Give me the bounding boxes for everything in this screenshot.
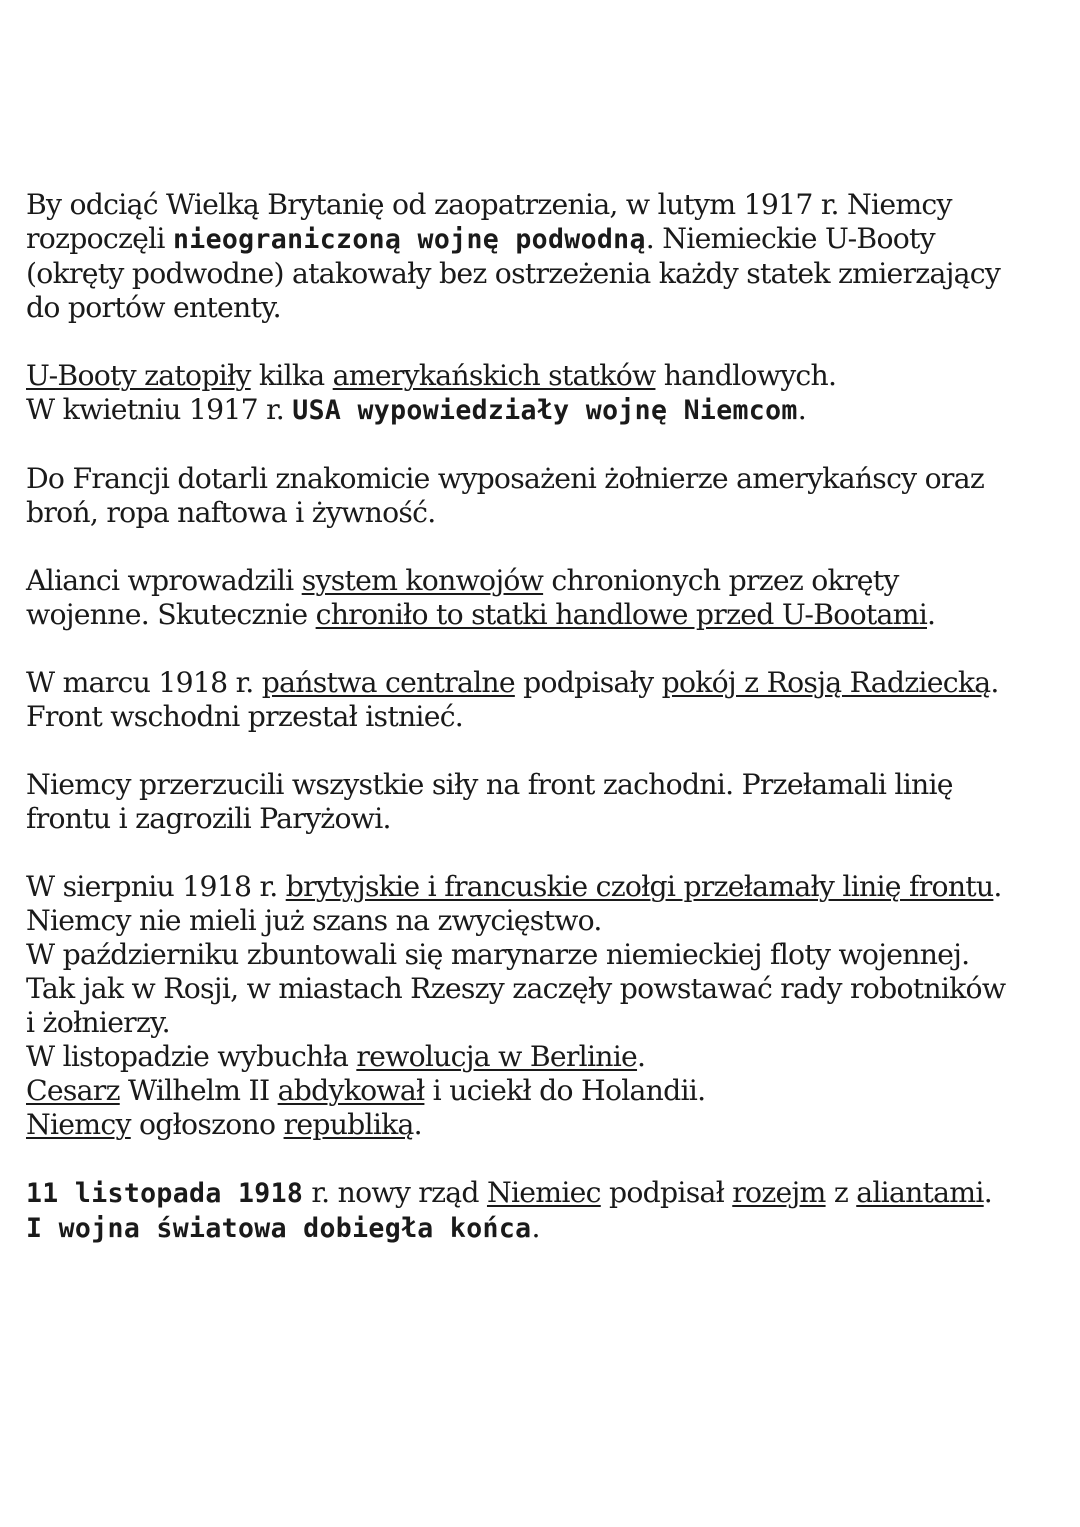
text-segment: . Niemieckie U-Booty [645,222,935,255]
paragraph [26,768,1066,836]
text-segment: W sierpniu 1918 r. [26,870,286,903]
text-segment: Tak jak w Rosji, w miastach Rzeszy zaczęły powstawać rady robotników [26,972,1006,1005]
text-line [26,938,1066,972]
text-line [26,870,1066,904]
bold-text: USA wypowiedziały wojnę Niemcom [292,395,798,426]
text-segment: Niemcy nie mieli już szans na zwycięstwo. [26,904,602,937]
underlined-text: amerykańskich statków [332,359,656,392]
text-line [26,188,1066,222]
underlined-text: brytyjskie i francuskie czołgi przełamały linię frontu [285,870,994,903]
text-segment: W listopadzie wybuchła [26,1040,357,1073]
underlined-text: państwa centralne [261,666,515,699]
text-segment: broń, ropa naftowa i żywność. [26,496,436,529]
underlined-text: Cesarz [26,1074,120,1107]
text-line [26,1176,1066,1211]
text-segment: Alianci wprowadzili [26,564,302,597]
text-line [26,222,1066,257]
text-line [26,1211,1066,1246]
bold-text: I wojna światowa dobiegła końca [26,1213,532,1244]
text-line [26,666,1066,700]
paragraph [26,870,1066,1142]
text-segment: By odciąć Wielką Brytanię od zaopatrzenia, w lutym 1917 r. Niemcy [26,188,952,221]
text-segment: . [993,870,1002,903]
text-segment: r. nowy rząd [303,1176,487,1209]
text-line [26,291,1066,325]
text-segment: i uciekł do Holandii. [424,1074,706,1107]
text-segment: kilka [250,359,333,392]
bold-text: nieograniczoną wojnę podwodną [172,224,646,255]
text-segment: . [797,393,806,426]
text-segment: ogłoszono [130,1108,284,1141]
text-line [26,1040,1066,1074]
paragraph [26,564,1066,632]
text-line [26,462,1066,496]
text-segment: rozpoczęli [26,222,173,255]
paragraph [26,188,1066,325]
text-segment: frontu i zagrozili Paryżowi. [26,802,391,835]
text-line [26,768,1066,802]
text-segment: wojenne. Skutecznie [26,598,316,631]
text-line [26,496,1066,530]
text-segment: W kwietniu 1917 r. [26,393,293,426]
text-line [26,972,1066,1006]
bold-text: 11 listopada 1918 [26,1178,304,1209]
underlined-text: chroniło to statki handlowe przed U-Bootami [315,598,927,631]
text-segment: . [413,1108,422,1141]
text-line [26,904,1066,938]
text-line [26,257,1066,291]
text-segment: W marcu 1918 r. [26,666,262,699]
underlined-text: rewolucja w Berlinie [356,1040,638,1073]
text-segment: chronionych przez okręty [543,564,899,597]
text-line [26,359,1066,393]
text-segment: Niemcy przerzucili wszystkie siły na front zachodni. Przełamali linię [26,768,953,801]
paragraph [26,462,1066,530]
text-line [26,700,1066,734]
text-segment: Do Francji dotarli znakomicie wyposażeni żołnierze amerykańscy oraz [26,462,984,495]
text-segment: Wilhelm II [119,1074,278,1107]
underlined-text: abdykował [277,1074,425,1107]
text-segment: podpisały [514,666,662,699]
text-segment: W październiku zbuntowali się marynarze niemieckiej floty wojennej. [26,938,970,971]
text-segment: z [825,1176,857,1209]
paragraph [26,666,1066,734]
text-segment: . [637,1040,646,1073]
paragraph [26,1176,1066,1246]
text-segment: handlowych. [655,359,837,392]
underlined-text: U-Booty zatopiły [26,359,251,392]
underlined-text: pokój z Rosją Radziecką [661,666,991,699]
text-line [26,1074,1066,1108]
text-segment: i żołnierzy. [26,1006,170,1039]
underlined-text: rozejm [732,1176,826,1209]
text-line [26,393,1066,428]
text-line [26,802,1066,836]
text-segment: . [990,666,999,699]
underlined-text: republiką [283,1108,414,1141]
text-line [26,1006,1066,1040]
text-segment: Front wschodni przestał istnieć. [26,700,464,733]
paragraph [26,359,1066,428]
text-line [26,598,1066,632]
document-text [26,188,1066,1246]
underlined-text: aliantami [856,1176,984,1209]
text-line [26,1108,1066,1142]
text-segment: (okręty podwodne) atakowały bez ostrzeżenia każdy statek zmierzający [26,257,1001,290]
text-segment: . [531,1211,540,1244]
text-segment: do portów ententy. [26,291,281,324]
text-line [26,564,1066,598]
text-segment: . [983,1176,992,1209]
underlined-text: system konwojów [301,564,544,597]
text-segment: podpisał [600,1176,733,1209]
text-segment: . [927,598,936,631]
underlined-text: Niemiec [486,1176,601,1209]
underlined-text: Niemcy [26,1108,131,1141]
